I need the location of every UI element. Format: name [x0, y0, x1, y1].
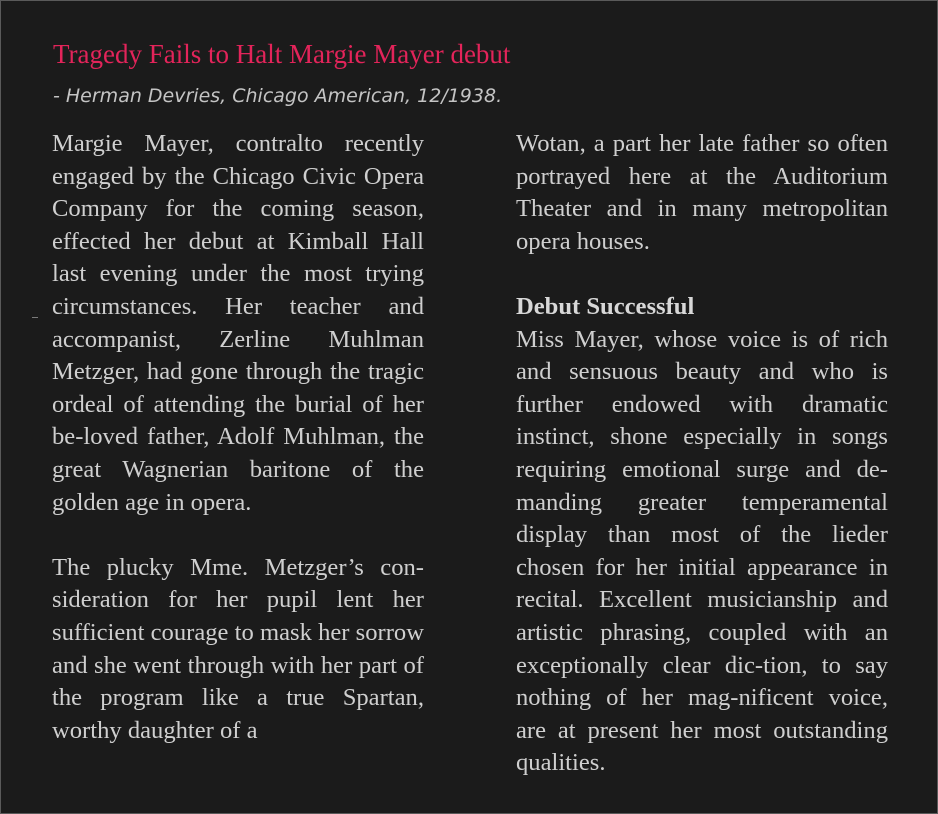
margin-mark [32, 317, 38, 318]
left-paragraph-2: The plucky Mme. Metzger’s con-sideration for her pupil lent her sufficient courage to mask her sorrow and she went through with her part of the program like a true Spartan, worthy daughter of a [52, 553, 424, 744]
left-column [52, 128, 424, 747]
left-paragraph-1: Margie Mayer, contralto recently engaged by the Chicago Civic Opera Company for the coming season, effected her debut at Kimball Hall last evening under the most trying circumstances. Her teacher and accompanist, Zerline Muhlman Metzger, had gone through the tragic ordeal of attending the burial of her be-loved father, Adolf Muhlman, the great Wagnerian baritone of the golden age in opera. [52, 130, 424, 516]
right-paragraph-1: Wotan, a part her late father so often portrayed here at the Auditorium Theater and in many metropolitan opera houses. [516, 130, 888, 255]
article-headline: Tragedy Fails to Halt Margie Mayer debut [53, 39, 511, 69]
section-subheading: Debut Successful [516, 292, 695, 320]
right-column [516, 128, 888, 780]
right-paragraph-2: Miss Mayer, whose voice is of rich and sensuous beauty and who is further endowed with dramatic instinct, shone especially in songs requiring emotional surge and de-manding greater temperamental display than most of the lieder chosen for her initial appearance in recital. Excellent musicianship and artistic phrasing, coupled with an exceptionally clear dic-tion, to say nothing of her mag-nificent voice, are at present her most outstanding qualities. [516, 325, 888, 777]
article-attribution: - Herman Devries, Chicago American, 12/1938. [53, 85, 503, 107]
